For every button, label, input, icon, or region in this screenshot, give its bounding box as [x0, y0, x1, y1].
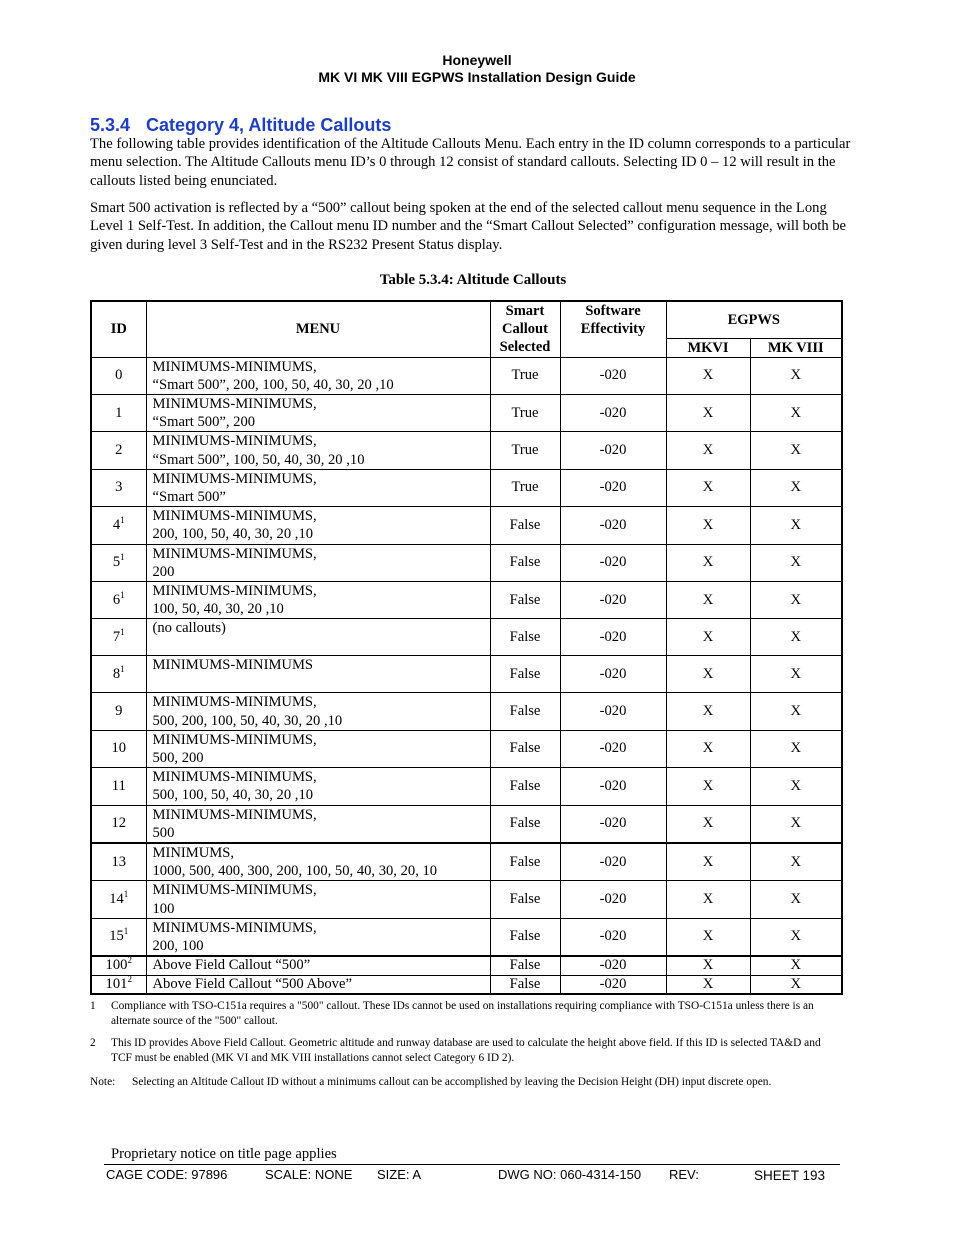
table-row [91, 507, 842, 544]
document-company: Honeywell [442, 52, 512, 68]
menu-cell [146, 956, 490, 975]
menu-line-1: Above Field Callout “500 Above” [152, 975, 352, 992]
id-cell [91, 394, 146, 431]
mkviii-cell: X [750, 656, 842, 693]
table-row [91, 843, 842, 881]
smart-callout-cell: True [490, 394, 560, 431]
software-effectivity-cell: -020 [560, 843, 666, 881]
menu-cell [146, 619, 490, 656]
table-row [91, 357, 842, 394]
smart-500-paragraph: Smart 500 activation is reflected by a “500” callout being spoken at the end of the selected callout menu sequence in the Long Level 1 Self-Test. In addition, the Callout menu ID number and the “Smart Callout Selected” configuration message, will both be given during level 3 Self-Test and in the RS232 Present Status display. [90, 200, 847, 253]
menu-line-2: 500, 200, 100, 50, 40, 30, 20 ,10 [152, 712, 343, 729]
footnote-2-text: This ID provides Above Field Callout. Geometric altitude and runway database are used to calculate the height above field. If this ID is selected TA&D and TCF must be enabled (MK VI and MK VIII installations cannot select Category 6 ID 2). [111, 1037, 821, 1064]
id-cell [91, 693, 146, 730]
mkvi-cell: X [666, 730, 750, 767]
menu-cell [146, 881, 490, 918]
menu-cell [146, 507, 490, 544]
mkvi-cell: X [666, 805, 750, 843]
menu-line-1: MINIMUMS-MINIMUMS, [152, 395, 317, 412]
mkviii-column-header: MK VIII [750, 338, 842, 357]
menu-column-header: MENU [146, 301, 490, 357]
id-value: 14 [109, 891, 124, 908]
footnote-2-mark: 2 [90, 1037, 96, 1049]
mkviii-cell: X [750, 469, 842, 506]
mkvi-cell: X [666, 357, 750, 394]
smart-callout-cell: False [490, 805, 560, 843]
id-cell [91, 357, 146, 394]
software-effectivity-column-header [560, 301, 666, 357]
id-value: 15 [109, 928, 124, 945]
menu-line-1: MINIMUMS-MINIMUMS, [152, 919, 317, 936]
smart-callout-cell: True [490, 432, 560, 469]
mkvi-cell: X [666, 881, 750, 918]
software-effectivity-cell: -020 [560, 619, 666, 656]
note-text: Selecting an Altitude Callout ID without a minimums callout can be accomplished by leaving the Decision Height (DH) input discrete open. [132, 1076, 772, 1088]
footnote-2 [90, 1036, 840, 1065]
size: SIZE: A [377, 1167, 422, 1182]
menu-line-2: “Smart 500” [152, 488, 226, 505]
menu-cell [146, 394, 490, 431]
id-value: 5 [112, 554, 121, 571]
table-row [91, 956, 842, 975]
menu-cell [146, 432, 490, 469]
menu-cell [146, 918, 490, 956]
scale: SCALE: NONE [265, 1167, 353, 1182]
smart-callout-cell: True [490, 357, 560, 394]
mkvi-cell: X [666, 619, 750, 656]
table-row [91, 581, 842, 618]
smart-header-line3: Selected [499, 339, 551, 356]
mkvi-cell: X [666, 394, 750, 431]
software-effectivity-cell: -020 [560, 469, 666, 506]
mkvi-cell: X [666, 768, 750, 805]
menu-cell [146, 544, 490, 581]
mkviii-cell: X [750, 805, 842, 843]
proprietary-notice: Proprietary notice on title page applies [111, 1146, 337, 1162]
menu-line-2: 500, 100, 50, 40, 30, 20 ,10 [152, 787, 314, 804]
mkvi-cell: X [666, 469, 750, 506]
menu-line-2: 500 [152, 824, 175, 841]
id-value: 12 [111, 815, 127, 832]
mkvi-cell: X [666, 693, 750, 730]
menu-cell [146, 469, 490, 506]
mkviii-cell: X [750, 843, 842, 881]
menu-cell [146, 805, 490, 843]
id-cell [91, 469, 146, 506]
id-cell [91, 843, 146, 881]
menu-cell [146, 357, 490, 394]
software-header-line2: Effectivity [580, 321, 646, 337]
id-value: 10 [111, 740, 127, 757]
software-effectivity-cell: -020 [560, 656, 666, 693]
smart-callout-cell: False [490, 730, 560, 767]
mkviii-cell: X [750, 544, 842, 581]
mkviii-cell: X [750, 693, 842, 730]
mkviii-cell: X [750, 432, 842, 469]
smart-callout-cell: False [490, 768, 560, 805]
smart-header-line2: Callout [502, 321, 548, 338]
id-footnote-ref: 1 [123, 889, 129, 900]
menu-line-2: 500, 200 [152, 749, 204, 766]
id-cell [91, 918, 146, 956]
id-value: 11 [111, 777, 126, 794]
menu-line-1: MINIMUMS-MINIMUMS [152, 657, 314, 674]
mkvi-cell: X [666, 656, 750, 693]
menu-line-2: “Smart 500”, 100, 50, 40, 30, 20 ,10 [152, 451, 365, 468]
table-row [91, 730, 842, 767]
id-cell [91, 619, 146, 656]
menu-cell [146, 656, 490, 693]
software-effectivity-cell: -020 [560, 693, 666, 730]
id-footnote-ref: 1 [120, 514, 125, 525]
menu-cell [146, 975, 490, 994]
software-effectivity-cell: -020 [560, 394, 666, 431]
id-cell [91, 432, 146, 469]
menu-line-2: 100 [152, 900, 175, 917]
menu-line-1: MINIMUMS-MINIMUMS, [152, 882, 317, 899]
id-cell [91, 656, 146, 693]
mkvi-cell: X [666, 975, 750, 994]
id-cell [91, 805, 146, 843]
menu-line-2: 200 [152, 563, 175, 580]
table-row [91, 432, 842, 469]
id-column-header: ID [91, 301, 146, 357]
menu-cell [146, 768, 490, 805]
menu-cell [146, 693, 490, 730]
software-effectivity-cell: -020 [560, 357, 666, 394]
menu-cell [146, 843, 490, 881]
smart-callout-cell: False [490, 544, 560, 581]
section-heading [90, 115, 391, 136]
menu-line-1: MINIMUMS-MINIMUMS, [152, 545, 317, 562]
table-row [91, 881, 842, 918]
table-row [91, 768, 842, 805]
software-effectivity-cell: -020 [560, 881, 666, 918]
section-number: 5.3.4 [90, 115, 131, 135]
table-note [90, 1075, 840, 1090]
menu-line-1: Above Field Callout “500” [152, 957, 311, 974]
menu-line-2: 200, 100, 50, 40, 30, 20 ,10 [152, 526, 314, 543]
intro-paragraph: The following table provides identification of the Altitude Callouts Menu. Each entry in the ID column corresponds to a particular menu selection. The Altitude Callouts menu ID’s 0 through 12 consist of standard callouts. Selecting ID 0 – 12 will result in the callouts listed being enunciated. [90, 136, 851, 189]
menu-line-1: MINIMUMS-MINIMUMS, [152, 806, 317, 823]
software-effectivity-cell: -020 [560, 975, 666, 994]
software-effectivity-cell: -020 [560, 918, 666, 956]
id-cell [91, 881, 146, 918]
mkviii-cell: X [750, 619, 842, 656]
id-value: 1 [115, 404, 123, 421]
table-caption: Table 5.3.4: Altitude Callouts [379, 272, 567, 288]
smart-callout-cell: False [490, 918, 560, 956]
software-effectivity-cell: -020 [560, 768, 666, 805]
software-effectivity-cell: -020 [560, 730, 666, 767]
footer-divider [104, 1164, 840, 1165]
mkvi-cell: X [666, 843, 750, 881]
mkviii-cell: X [750, 956, 842, 975]
id-value: 3 [115, 479, 123, 496]
smart-callout-column-header [490, 301, 560, 357]
id-footnote-ref: 1 [120, 552, 125, 563]
id-cell [91, 581, 146, 618]
mkvi-cell: X [666, 507, 750, 544]
id-value: 101 [105, 975, 128, 992]
mkvi-cell: X [666, 581, 750, 618]
id-footnote-ref: 1 [120, 589, 125, 600]
mkviii-cell: X [750, 730, 842, 767]
id-value: 4 [112, 516, 121, 533]
id-footnote-ref: 1 [120, 663, 125, 674]
smart-callout-cell: False [490, 881, 560, 918]
id-cell [91, 975, 146, 994]
mkvi-column-header: MKVI [666, 338, 750, 357]
table-row [91, 394, 842, 431]
mkviii-cell: X [750, 768, 842, 805]
software-effectivity-cell: -020 [560, 805, 666, 843]
menu-line-1: MINIMUMS, [152, 844, 234, 861]
mkviii-cell: X [750, 918, 842, 956]
id-value: 8 [112, 665, 121, 682]
id-value: 7 [112, 628, 121, 645]
menu-line-2: 100, 50, 40, 30, 20 ,10 [152, 601, 284, 618]
id-footnote-ref: 2 [127, 973, 132, 984]
id-cell [91, 956, 146, 975]
footnote-1-mark: 1 [90, 1000, 96, 1012]
id-footnote-ref: 1 [120, 626, 125, 637]
menu-line-2: 200, 100 [152, 937, 204, 954]
menu-line-1: MINIMUMS-MINIMUMS, [152, 694, 317, 711]
smart-callout-cell: False [490, 619, 560, 656]
mkviii-cell: X [750, 975, 842, 994]
mkviii-cell: X [750, 507, 842, 544]
id-value: 0 [115, 367, 123, 384]
software-effectivity-cell: -020 [560, 956, 666, 975]
table-row [91, 918, 842, 956]
id-value: 100 [105, 957, 128, 974]
menu-line-2: “Smart 500”, 200 [152, 414, 256, 431]
id-value: 13 [111, 853, 127, 870]
software-effectivity-cell: -020 [560, 432, 666, 469]
sheet-number: SHEET 193 [754, 1168, 826, 1183]
menu-line-1: MINIMUMS-MINIMUMS, [152, 470, 317, 487]
id-value: 9 [115, 703, 123, 720]
software-effectivity-cell: -020 [560, 544, 666, 581]
section-title: Category 4, Altitude Callouts [146, 115, 392, 135]
mkvi-cell: X [666, 956, 750, 975]
table-row [91, 656, 842, 693]
id-footnote-ref: 1 [123, 926, 129, 937]
menu-line-2: “Smart 500”, 200, 100, 50, 40, 30, 20 ,10 [152, 376, 394, 393]
id-value: 2 [115, 442, 123, 459]
id-cell [91, 544, 146, 581]
footnote-1 [90, 999, 840, 1028]
mkvi-cell: X [666, 918, 750, 956]
table-row [91, 975, 842, 994]
smart-callout-cell: True [490, 469, 560, 506]
menu-line-2: 1000, 500, 400, 300, 200, 100, 50, 40, 30, 20, 10 [152, 863, 438, 880]
mkviii-cell: X [750, 394, 842, 431]
table-row [91, 619, 842, 656]
id-cell [91, 768, 146, 805]
smart-callout-cell: False [490, 693, 560, 730]
table-row [91, 805, 842, 843]
mkvi-cell: X [666, 544, 750, 581]
drawing-number: DWG NO: 060-4314-150 [498, 1167, 642, 1182]
smart-callout-cell: False [490, 656, 560, 693]
document-title: MK VI MK VIII EGPWS Installation Design Guide [318, 69, 636, 85]
table-row [91, 544, 842, 581]
smart-callout-cell: False [490, 581, 560, 618]
table-body [91, 357, 842, 994]
menu-line-1: (no callouts) [152, 620, 226, 637]
software-effectivity-cell: -020 [560, 507, 666, 544]
menu-line-1: MINIMUMS-MINIMUMS, [152, 358, 317, 375]
altitude-callouts-table [90, 300, 843, 995]
mkviii-cell: X [750, 357, 842, 394]
menu-line-1: MINIMUMS-MINIMUMS, [152, 731, 317, 748]
software-header-line1: Software [585, 303, 641, 319]
smart-callout-cell: False [490, 975, 560, 994]
note-label: Note: [90, 1076, 116, 1088]
table-row [91, 469, 842, 506]
smart-header-line1: Smart [505, 303, 545, 320]
smart-callout-cell: False [490, 507, 560, 544]
menu-line-1: MINIMUMS-MINIMUMS, [152, 769, 317, 786]
menu-cell [146, 730, 490, 767]
mkviii-cell: X [750, 581, 842, 618]
revision: REV: [669, 1167, 699, 1182]
cage-code: CAGE CODE: 97896 [106, 1167, 228, 1182]
smart-callout-cell: False [490, 843, 560, 881]
id-cell [91, 730, 146, 767]
smart-callout-cell: False [490, 956, 560, 975]
footnote-1-text: Compliance with TSO-C151a requires a "500" callout. These IDs cannot be used on installations requiring compliance with TSO-C151a unless there is an alternate source of the "500" callout. [111, 1000, 814, 1027]
mkviii-cell: X [750, 881, 842, 918]
software-effectivity-cell: -020 [560, 581, 666, 618]
id-cell [91, 507, 146, 544]
id-value: 6 [112, 591, 121, 608]
mkvi-cell: X [666, 432, 750, 469]
menu-cell [146, 581, 490, 618]
id-footnote-ref: 2 [127, 955, 132, 966]
menu-line-1: MINIMUMS-MINIMUMS, [152, 433, 317, 450]
menu-line-1: MINIMUMS-MINIMUMS, [152, 508, 317, 525]
menu-line-1: MINIMUMS-MINIMUMS, [152, 582, 317, 599]
egpws-group-header: EGPWS [666, 301, 842, 338]
table-row [91, 693, 842, 730]
